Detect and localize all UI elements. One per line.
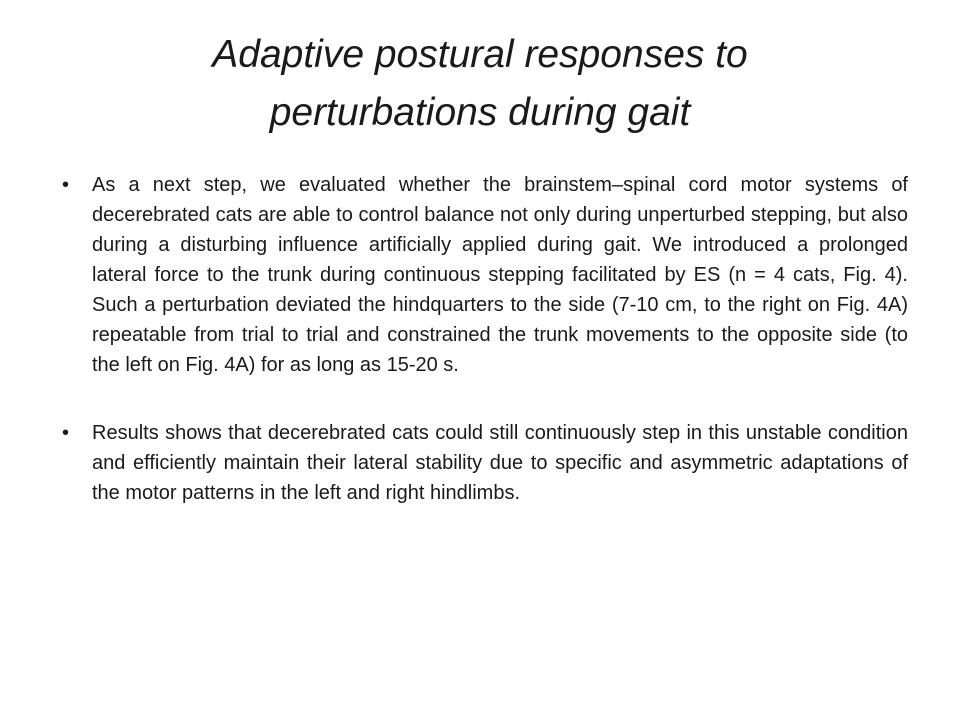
bullet-text-1: As a next step, we evaluated whether the brainstem–spinal cord motor systems of decerebrated cats are able to control balance not only during unperturbed stepping, but also during a disturbing influence artificially applied during gait. We introduced a prolonged lateral force to the trunk during continuous stepping facilitated by ES (n = 4 cats, Fig. 4). Such a perturbation deviated the hindquarters to the side (7-10 cm, to the right on Fig. 4A) repeatable from trial to trial and constrained the trunk movements to the opposite side (to the left on Fig. 4A) for as long as 15-20 s.	[92, 174, 908, 376]
bullet-list	[62, 170, 908, 508]
bullet-dot-icon: •	[62, 422, 70, 444]
bullet-item-1	[62, 170, 908, 380]
slide-title-line-1: Adaptive postural responses to	[212, 33, 748, 76]
bullet-item-2	[62, 418, 908, 508]
bullet-text-2: Results shows that decerebrated cats could still continuously step in this unstable condition and efficiently maintain their lateral stability due to specific and asymmetric adaptations of the motor patterns in the left and right hindlimbs.	[92, 422, 908, 504]
slide-title-line-2: perturbations during gait	[269, 91, 691, 134]
slide-title	[120, 26, 840, 142]
bullet-dot-icon: •	[62, 174, 70, 196]
